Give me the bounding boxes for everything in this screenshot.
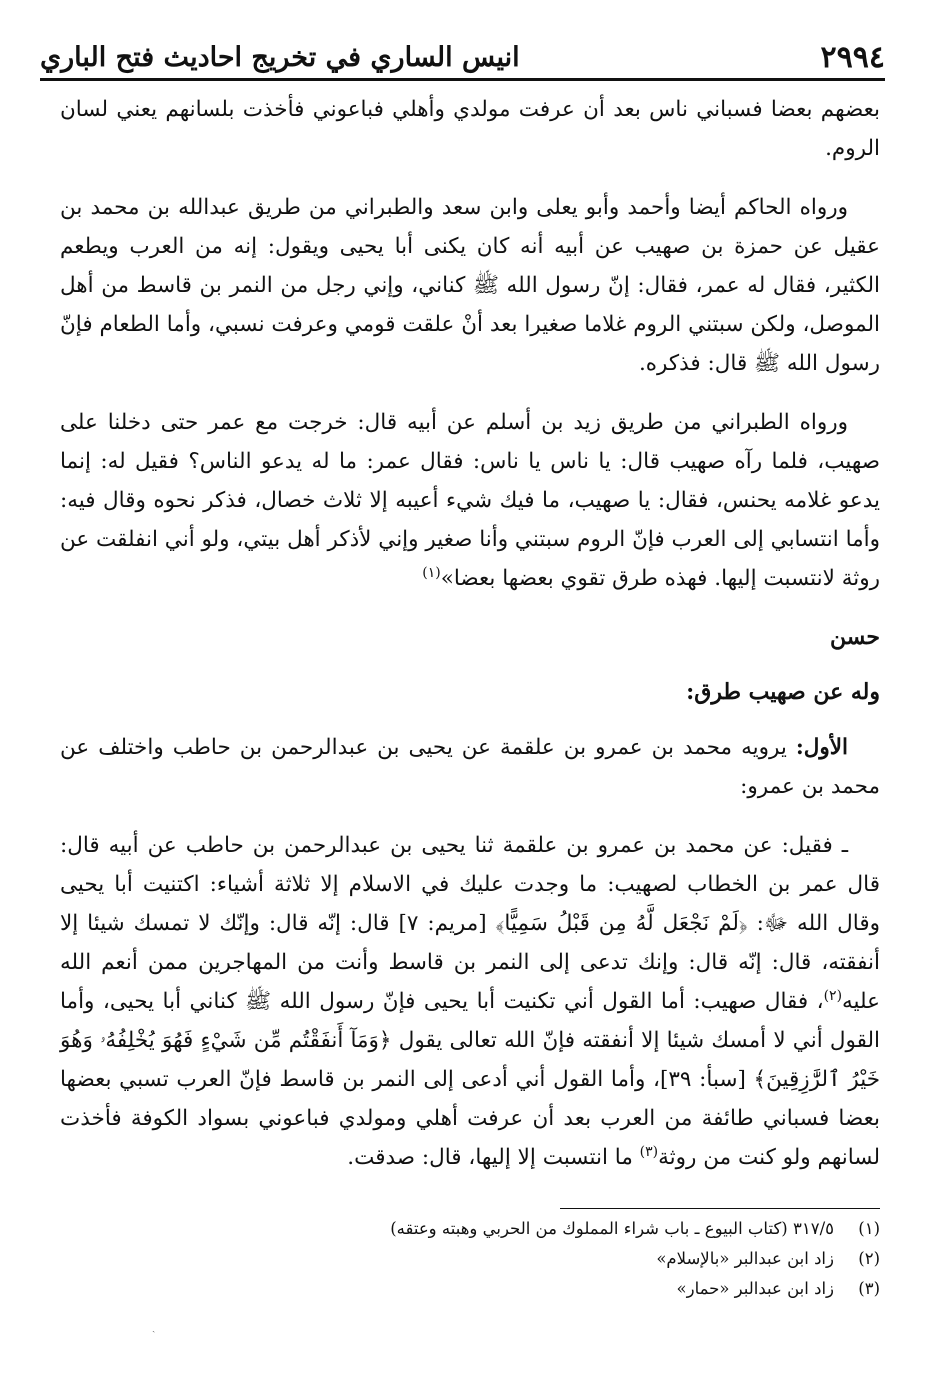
- footnote-text: زاد ابن عبدالبر «حمار»: [676, 1279, 834, 1298]
- footnote-text: زاد ابن عبدالبر «بالإسلام»: [656, 1249, 834, 1268]
- book-title: انيس الساري في تخريج احاديث فتح الباري: [40, 42, 520, 73]
- footnote: [200, 1274, 880, 1304]
- footnote-separator: [560, 1208, 880, 1209]
- footnote-ref: (٢): [823, 987, 843, 1004]
- scan-speck: ˏ: [152, 1322, 156, 1333]
- paragraph-text: ورواه الطبراني من طريق زيد بن أسلم عن أبيه قال: خرجت مع عمر حتى دخلنا على صهيب، فلما رآه صهيب قال: يا ناس يا ناس: فقال عمر: ما له يدعو الناس؟ فقيل له: إنما يدعو غلامه يحنس، فقال: يا صهيب، ما فيك شيء أعيبه إلا ثلاث خصال، فذكر نحوه وقال فيه: وأما انتسابي إلى العرب فإنّ الروم سبتني وأنا صغير وإني لأذكر أهل بيتي، ولو أني انفلقت عن روثة لانتسبت إليها. فهذه طرق تقوي بعضها بعضا»: [60, 410, 880, 591]
- page-number: ٢٩٩٤: [820, 40, 885, 75]
- paragraph: ورواه الحاكم أيضا وأحمد وأبو يعلى وابن سعد والطبراني من طريق عبدالله بن محمد بن عقيل عن حمزة بن صهيب عن أبيه أنه كان يكنى أبا يحيى ويقول: إنه من العرب ويطعم الكثير، فقال له عمر، فقال: إنّ رسول الله ﷺ كناني، وإني رجل من النمر بن قاسط من أهل الموصل، ولكن سبتني الروم غلاما صغيرا بعد أنْ علقت قومي وعرفت نسبي، وأما الطعام فإنّ رسول الله ﷺ قال: فذكره.: [60, 195, 880, 376]
- quote-text: ـ فقيل: عن محمد بن عمرو بن علقمة ثنا يحيى بن عبدالرحمن بن حاطب عن أبيه قال: قال عمر بن الخطاب لصهيب: ما وجدت عليك في الاسلام إلا ثلاثة أشياء: اكتنيت أبا يحيى وقال الله ﷻ: ﴿لَمْ نَجْعَل لَّهُ مِن قَبْلُ سَمِيًّا﴾ [مريم: ٧] قال: إنّه قال: وإنّك لا تمسك شيئا إلا أنفقته، قال: إنّه قال: وإنك تدعى إلى النمر بن قاسط وأنت من المهاجرين ممن أنعم الله عليه: [60, 833, 880, 1014]
- grade-label: حسن: [830, 624, 880, 650]
- page-body: [60, 90, 880, 1197]
- paragraph: [60, 826, 880, 1177]
- paragraph: [60, 403, 880, 598]
- footnote-ref: (٣): [639, 1143, 659, 1160]
- paragraph: بعضهم بعضا فسباني ناس بعد أن عرفت مولدي وأهلي فباعوني فأخذت بلسانهم يعني لسان الروم.: [60, 97, 880, 161]
- first-text: يرويه محمد بن عمرو بن علقمة عن يحيى بن عبدالرحمن بن حاطب واختلف عن محمد بن عمرو:: [60, 735, 880, 799]
- section-heading: وله عن صهيب طرق:: [686, 679, 880, 705]
- footnote: [200, 1214, 880, 1244]
- paragraph: [60, 728, 880, 806]
- footnote-number: (١): [858, 1219, 880, 1238]
- footnote-number: (٢): [858, 1249, 880, 1268]
- quote-text: ما انتسبت إلا إليها، قال: صدقت.: [347, 1145, 640, 1170]
- quote-text: ، فقال صهيب: أما القول أني تكنيت أبا يحيى فإنّ رسول الله ﷺ كناني أبا يحيى، وأما القول أني لا أمسك شيئا إلا أنفقته فإنّ الله تعالى يقول ﴿وَمَآ أَنفَقْتُم مِّن شَيْءٍ فَهُوَ يُخْلِفُهُۥ وَهُوَ خَيْرُ ٱلرَّٰزِقِينَ﴾ [سبأ: ٣٩]، وأما القول أني أدعى إلى النمر بن قاسط فإنّ العرب تسبي بعضها بعضا فسباني طائفة من العرب بعد أن عرفت أهلي ومولدي فباعوني بسواد الكوفة فأخذت لسانهم ولو كنت من روثة: [60, 989, 880, 1170]
- first-label: الأول:: [795, 735, 848, 760]
- page-header: [40, 28, 885, 81]
- footnote-ref: (١): [422, 564, 441, 581]
- footnote: [200, 1244, 880, 1274]
- footnote-number: (٣): [858, 1279, 880, 1298]
- footnote-text: ٣١٧/٥ (كتاب البيوع ـ باب شراء المملوك من الحربي وهبته وعتقه): [390, 1219, 834, 1238]
- footnotes: [200, 1214, 880, 1304]
